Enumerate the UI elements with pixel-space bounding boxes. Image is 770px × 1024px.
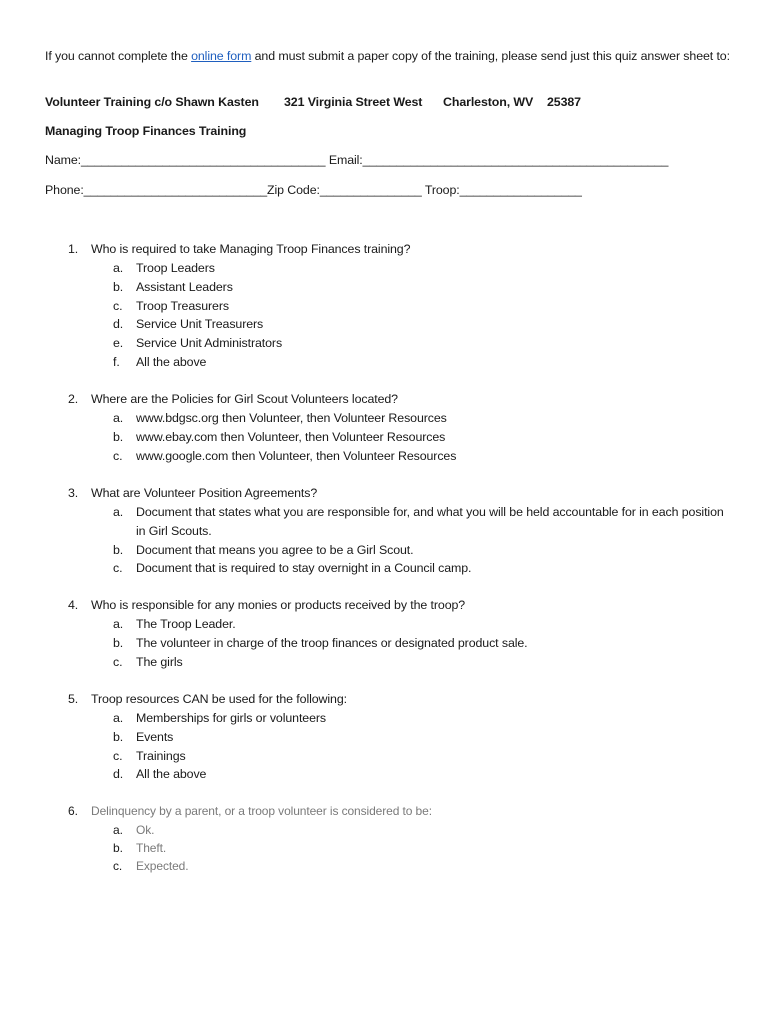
question-text: What are Volunteer Position Agreements? [91,486,318,500]
option-letter: c. [113,298,123,313]
answer-option[interactable] [113,353,728,372]
option-text: www.bdgsc.org then Volunteer, then Volunteer Resources [136,411,447,425]
question-3 [68,484,728,578]
option-letter: b. [113,542,124,557]
intro-paragraph [45,47,735,65]
question-1 [68,240,728,372]
option-text: Assistant Leaders [136,279,233,294]
option-letter: a. [113,505,124,519]
answer-option[interactable] [113,559,728,578]
option-text: All the above [136,354,207,369]
option-text: Memberships for girls or volunteers [136,711,327,725]
question-number: 1. [68,242,79,256]
option-letter: b. [113,635,124,650]
email-field[interactable]: Email:_____________________________________________ [328,153,669,167]
address-street: 321 Virginia Street West [284,95,423,109]
option-text: Service Unit Treasurers [136,317,264,332]
option-text: Events [136,729,174,744]
option-letter: c. [113,859,123,873]
option-text: The volunteer in charge of the troop finances or designated product sale. [136,635,528,650]
question-2 [68,390,728,465]
answer-option[interactable] [113,297,728,316]
option-text: Troop Leaders [136,261,215,275]
troop-field[interactable]: Troop:__________________ [424,183,582,197]
option-text: Document that states what you are responsible for, and what you will be held accountable for in each position in Girl Scouts. [136,505,724,538]
question-text: Who is responsible for any monies or products received by the troop? [91,598,466,612]
answer-option[interactable] [113,615,728,634]
name-field[interactable]: Name:____________________________________ [45,153,326,167]
phone-field[interactable]: Phone:___________________________ [45,183,268,197]
option-text: Document that is required to stay overnight in a Council camp. [136,561,472,576]
option-letter: f. [113,354,120,369]
option-letter: c. [113,748,123,763]
phone-zip-troop-row [45,183,582,197]
answer-option[interactable] [113,541,728,560]
online-form-link[interactable]: online form [191,49,252,63]
option-letter: c. [113,448,123,463]
option-letter: b. [113,429,124,444]
option-text: www.google.com then Volunteer, then Volunteer Resources [136,448,457,463]
answer-option[interactable] [113,278,728,297]
option-text: Service Unit Administrators [136,336,283,351]
option-text: www.ebay.com then Volunteer, then Volunteer Resources [136,429,446,444]
question-5 [68,690,728,784]
address-city: Charleston, WV [443,95,534,109]
option-text: Expected. [136,859,189,873]
answer-option[interactable] [113,765,728,784]
option-letter: a. [113,261,124,275]
option-text: The Troop Leader. [136,617,236,631]
option-text: Troop Treasurers [136,298,229,313]
address-zip: 25387 [547,95,581,109]
answer-option[interactable] [113,839,728,857]
answer-option[interactable] [113,634,728,653]
answer-option[interactable] [113,447,728,466]
intro-text-after: and must submit a paper copy of the training, please send just this quiz answer sheet to: [251,49,730,63]
answer-option[interactable] [113,728,728,747]
option-letter: a. [113,617,124,631]
question-number: 2. [68,392,79,406]
option-letter: b. [113,841,123,855]
answer-option[interactable] [113,709,728,728]
option-text: Trainings [136,748,186,763]
question-number: 4. [68,598,79,612]
answer-option[interactable] [113,503,728,541]
answer-option[interactable] [113,315,728,334]
answer-option[interactable] [113,857,728,875]
answer-option[interactable] [113,259,728,278]
question-number: 3. [68,486,79,500]
option-letter: d. [113,317,124,332]
question-4 [68,596,728,671]
address-recipient: Volunteer Training c/o Shawn Kasten [45,95,259,109]
question-text: Delinquency by a parent, or a troop volunteer is considered to be: [91,804,432,818]
option-text: Theft. [136,841,167,855]
answer-option[interactable] [113,821,728,839]
question-text: Who is required to take Managing Troop Finances training? [91,242,411,256]
option-letter: a. [113,711,124,725]
name-email-row [45,153,668,167]
option-letter: a. [113,823,123,837]
option-text: All the above [136,767,207,782]
answer-option[interactable] [113,428,728,447]
answer-option[interactable] [113,334,728,353]
question-6 [68,802,728,875]
question-number: 5. [68,692,79,706]
zip-code-field[interactable]: Zip Code:_______________ [267,183,422,197]
option-text: Ok. [136,823,155,837]
answer-option[interactable] [113,653,728,672]
option-letter: c. [113,561,123,576]
option-letter: d. [113,767,124,782]
option-letter: b. [113,279,124,294]
option-text: The girls [136,654,183,669]
question-text: Where are the Policies for Girl Scout Volunteers located? [91,392,398,406]
question-number: 6. [68,804,78,818]
option-text: Document that means you agree to be a Girl Scout. [136,542,414,557]
answer-option[interactable] [113,409,728,428]
intro-text-before: If you cannot complete the [45,49,192,63]
answer-option[interactable] [113,747,728,766]
option-letter: a. [113,411,124,425]
option-letter: b. [113,729,124,744]
training-title: Managing Troop Finances Training [45,124,247,138]
option-letter: c. [113,654,123,669]
question-text: Troop resources CAN be used for the following: [91,692,347,706]
option-letter: e. [113,336,124,351]
